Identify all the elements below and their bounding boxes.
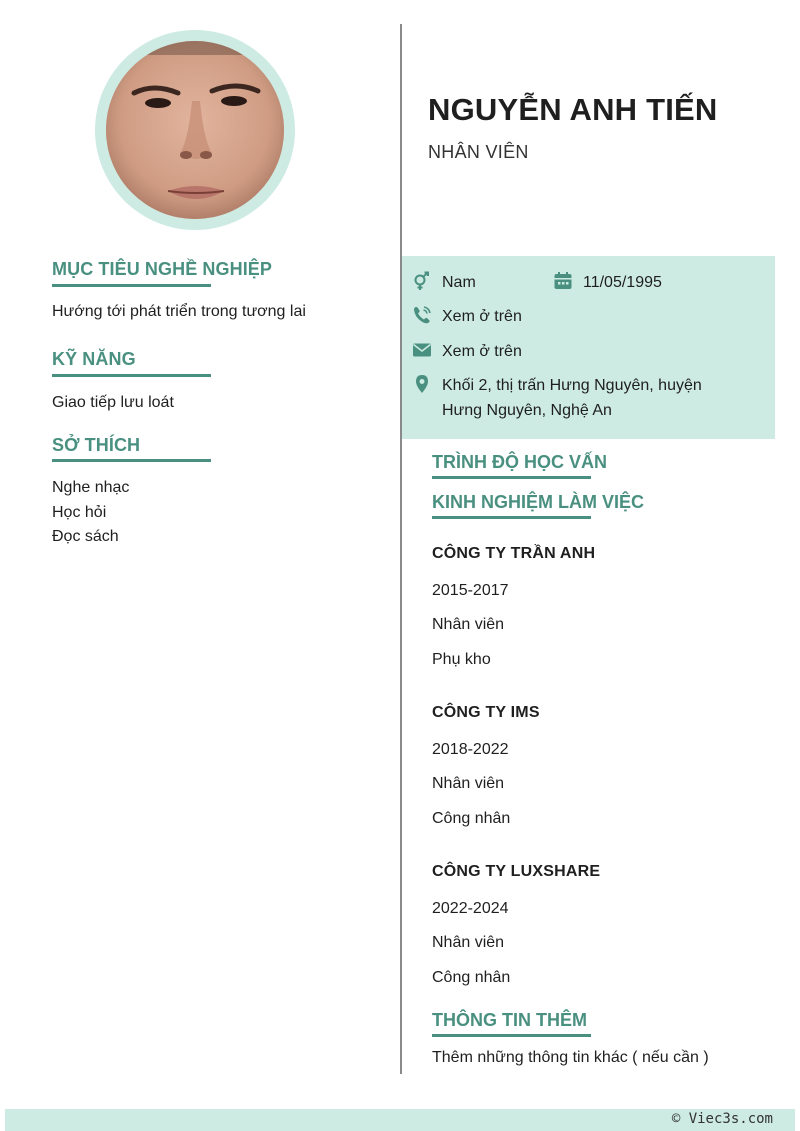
skills-title: KỸ NĂNG bbox=[52, 349, 136, 369]
experience-underline bbox=[432, 516, 591, 519]
birthdate-value: 11/05/1995 bbox=[583, 274, 662, 291]
additional-text: Thêm những thông tin khác ( nếu cần ) bbox=[432, 1049, 709, 1066]
job-period: 2015-2017 bbox=[432, 582, 509, 599]
job-period: 2022-2024 bbox=[432, 900, 509, 917]
email-icon bbox=[412, 340, 432, 360]
skills-underline bbox=[52, 374, 211, 377]
avatar-portrait bbox=[106, 41, 284, 219]
job-company: CÔNG TY LUXSHARE bbox=[432, 863, 601, 880]
education-underline bbox=[432, 476, 591, 479]
job-period: 2018-2022 bbox=[432, 741, 509, 758]
job-role: Nhân viên bbox=[432, 775, 505, 792]
skill-item: Giao tiếp lưu loát bbox=[52, 394, 174, 411]
location-icon bbox=[412, 374, 432, 394]
footer-bar bbox=[5, 1109, 795, 1131]
candidate-name: NGUYỄN ANH TIẾN bbox=[428, 92, 718, 127]
phone-value: Xem ở trên bbox=[442, 308, 522, 325]
job-description: Công nhân bbox=[432, 969, 511, 986]
avatar bbox=[106, 41, 284, 219]
additional-underline bbox=[432, 1034, 591, 1037]
job-description: Phụ kho bbox=[432, 651, 491, 668]
job-role: Nhân viên bbox=[432, 616, 505, 633]
objective-text: Hướng tới phát triển trong tương lai bbox=[52, 303, 306, 320]
phone-icon bbox=[412, 305, 432, 325]
objective-underline bbox=[52, 284, 211, 287]
education-title: TRÌNH ĐỘ HỌC VẤN bbox=[432, 452, 607, 472]
contact-panel bbox=[402, 256, 775, 439]
hobby-item: Nghe nhạc bbox=[52, 479, 130, 496]
hobbies-title: SỞ THÍCH bbox=[52, 435, 141, 455]
objective-title: MỤC TIÊU NGHỀ NGHIỆP bbox=[52, 259, 273, 279]
candidate-position: NHÂN VIÊN bbox=[428, 142, 529, 162]
job-role: Nhân viên bbox=[432, 934, 505, 951]
gender-value: Nam bbox=[442, 274, 476, 291]
gender-icon bbox=[412, 271, 432, 291]
email-value: Xem ở trên bbox=[442, 343, 522, 360]
hobby-item: Học hỏi bbox=[52, 504, 107, 521]
job-description: Công nhân bbox=[432, 810, 511, 827]
hobbies-underline bbox=[52, 459, 211, 462]
footer-watermark[interactable]: © Viec3s.com bbox=[671, 1111, 773, 1127]
hobby-item: Đọc sách bbox=[52, 528, 119, 545]
experience-title: KINH NGHIỆM LÀM VIỆC bbox=[432, 492, 645, 512]
job-company: CÔNG TY TRẦN ANH bbox=[432, 545, 596, 562]
column-divider bbox=[400, 24, 402, 1074]
address-line-2: Hưng Nguyên, Nghệ An bbox=[442, 402, 612, 419]
address-line-1: Khối 2, thị trấn Hưng Nguyên, huyện bbox=[442, 377, 702, 394]
job-company: CÔNG TY IMS bbox=[432, 704, 540, 721]
calendar-icon bbox=[553, 271, 573, 291]
additional-title: THÔNG TIN THÊM bbox=[432, 1010, 587, 1030]
